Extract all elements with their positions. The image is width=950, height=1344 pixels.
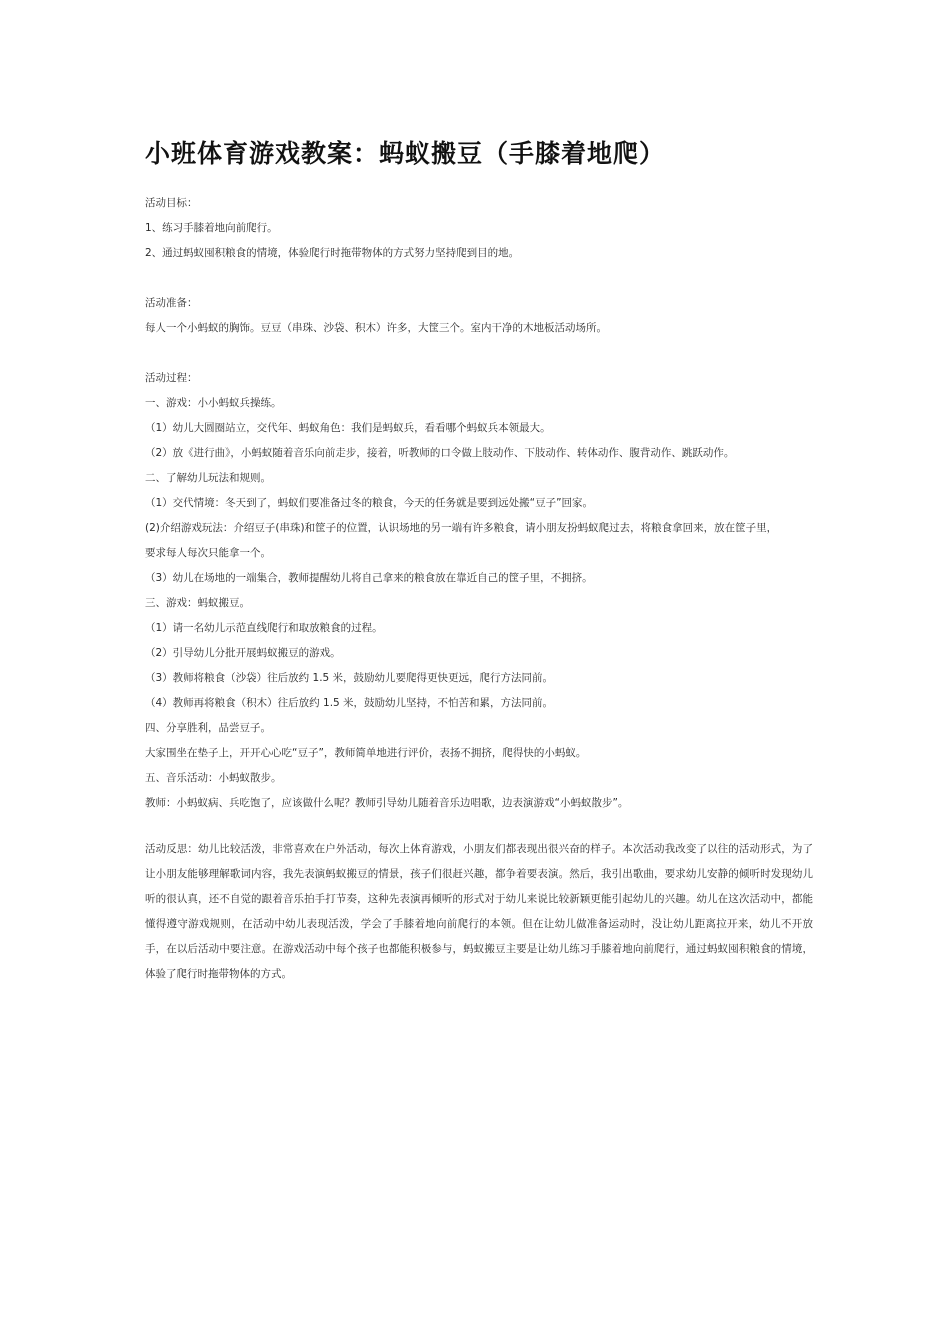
process-line: （1）交代情境：冬天到了，蚂蚁们要准备过冬的粮食，今天的任务就是要到远处搬“豆子”回家。 [145, 497, 594, 509]
process-line: 教师：小蚂蚁病、兵吃饱了，应该做什么呢？教师引导幼儿随着音乐边唱歌，边表演游戏“小蚂蚁散步”。 [145, 797, 629, 809]
process-line: （1）幼儿大圆圈站立，交代年、蚂蚁角色：我们是蚂蚁兵，看看哪个蚂蚁兵本领最大。 [145, 422, 551, 434]
process-line: （4）教师再将粮食（积木）往后放约 1.5 米，鼓励幼儿坚持，不怕苦和累，方法同前。 [145, 697, 554, 709]
process-line: （3）教师将粮食（沙袋）往后放约 1.5 米，鼓励幼儿要爬得更快更远，爬行方法同前。 [145, 672, 554, 684]
goal-item: 1、练习手膝着地向前爬行。 [145, 222, 278, 234]
goal-item: 2、通过蚂蚁囤积粮食的情境，体验爬行时拖带物体的方式努力坚持爬到目的地。 [145, 247, 520, 259]
process-line: 二、了解幼儿玩法和规则。 [145, 472, 271, 484]
goals-heading: 活动目标： [145, 197, 198, 209]
process-line: 要求每人每次只能拿一个。 [145, 547, 271, 559]
process-line: （2）放《进行曲》，小蚂蚁随着音乐向前走步，接着，听教师的口令做上肢动作、下肢动作、转体动作、腹背动作、跳跃动作。 [145, 447, 735, 459]
document-title: 小班体育游戏教案：蚂蚁搬豆（手膝着地爬） [145, 139, 666, 168]
process-line: 一、游戏：小小蚂蚁兵操练。 [145, 397, 282, 409]
preparation-heading: 活动准备： [145, 297, 198, 309]
process-line: 三、游戏：蚂蚁搬豆。 [145, 597, 250, 609]
process-line: （2）引导幼儿分批开展蚂蚁搬豆的游戏。 [145, 647, 341, 659]
process-line: 五、音乐活动：小蚂蚁散步。 [145, 772, 282, 784]
reflection-paragraph: 活动反思：幼儿比较活泼，非常喜欢在户外活动，每次上体育游戏，小朋友们都表现出很兴奋的样子。本次活动我改变了以往的活动形式，为了让小朋友能够理解歌词内容，我先表演蚂蚁搬豆的情景，孩子们很赶兴趣，都争着要表演。然后，我引出歌曲，要求幼儿安静的倾听时发现幼儿听的很认真，还不自觉的跟着音乐拍手打节奏，这种先表演再倾听的形式对于幼儿来说比较新颖更能引起幼儿的兴趣。幼儿在这次活动中，都能懂得遵守游戏规则，在活动中幼儿表现活泼，学会了手膝着地向前爬行的本领。但在让幼儿做准备运动时，没让幼儿距离拉开来，幼儿不开放手，在以后活动中要注意。在游戏活动中每个孩子也都能积极参与，蚂蚁搬豆主要是让幼儿练习手膝着地向前爬行，通过蚂蚁囤积粮食的情境，体验了爬行时拖带物体的方式。 [145, 843, 813, 980]
process-heading: 活动过程： [145, 372, 198, 384]
process-line: 四、分享胜利，品尝豆子。 [145, 722, 271, 734]
preparation-text: 每人一个小蚂蚁的胸饰。豆豆（串珠、沙袋、积木）许多，大筐三个。室内干净的木地板活动场所。 [145, 322, 607, 334]
process-line: (2)介绍游戏玩法：介绍豆子(串珠)和筐子的位置，认识场地的另一端有许多粮食，请小朋友扮蚂蚁爬过去，将粮食拿回来，放在筐子里， [145, 522, 778, 534]
process-line: （3）幼儿在场地的一端集合，教师提醒幼儿将自己拿来的粮食放在靠近自己的筐子里，不拥挤。 [145, 572, 593, 584]
process-line: （1）请一名幼儿示范直线爬行和取放粮食的过程。 [145, 622, 383, 634]
process-line: 大家围坐在垫子上，开开心心吃“豆子”，教师简单地进行评价，表扬不拥挤，爬得快的小蚂蚁。 [145, 747, 587, 759]
